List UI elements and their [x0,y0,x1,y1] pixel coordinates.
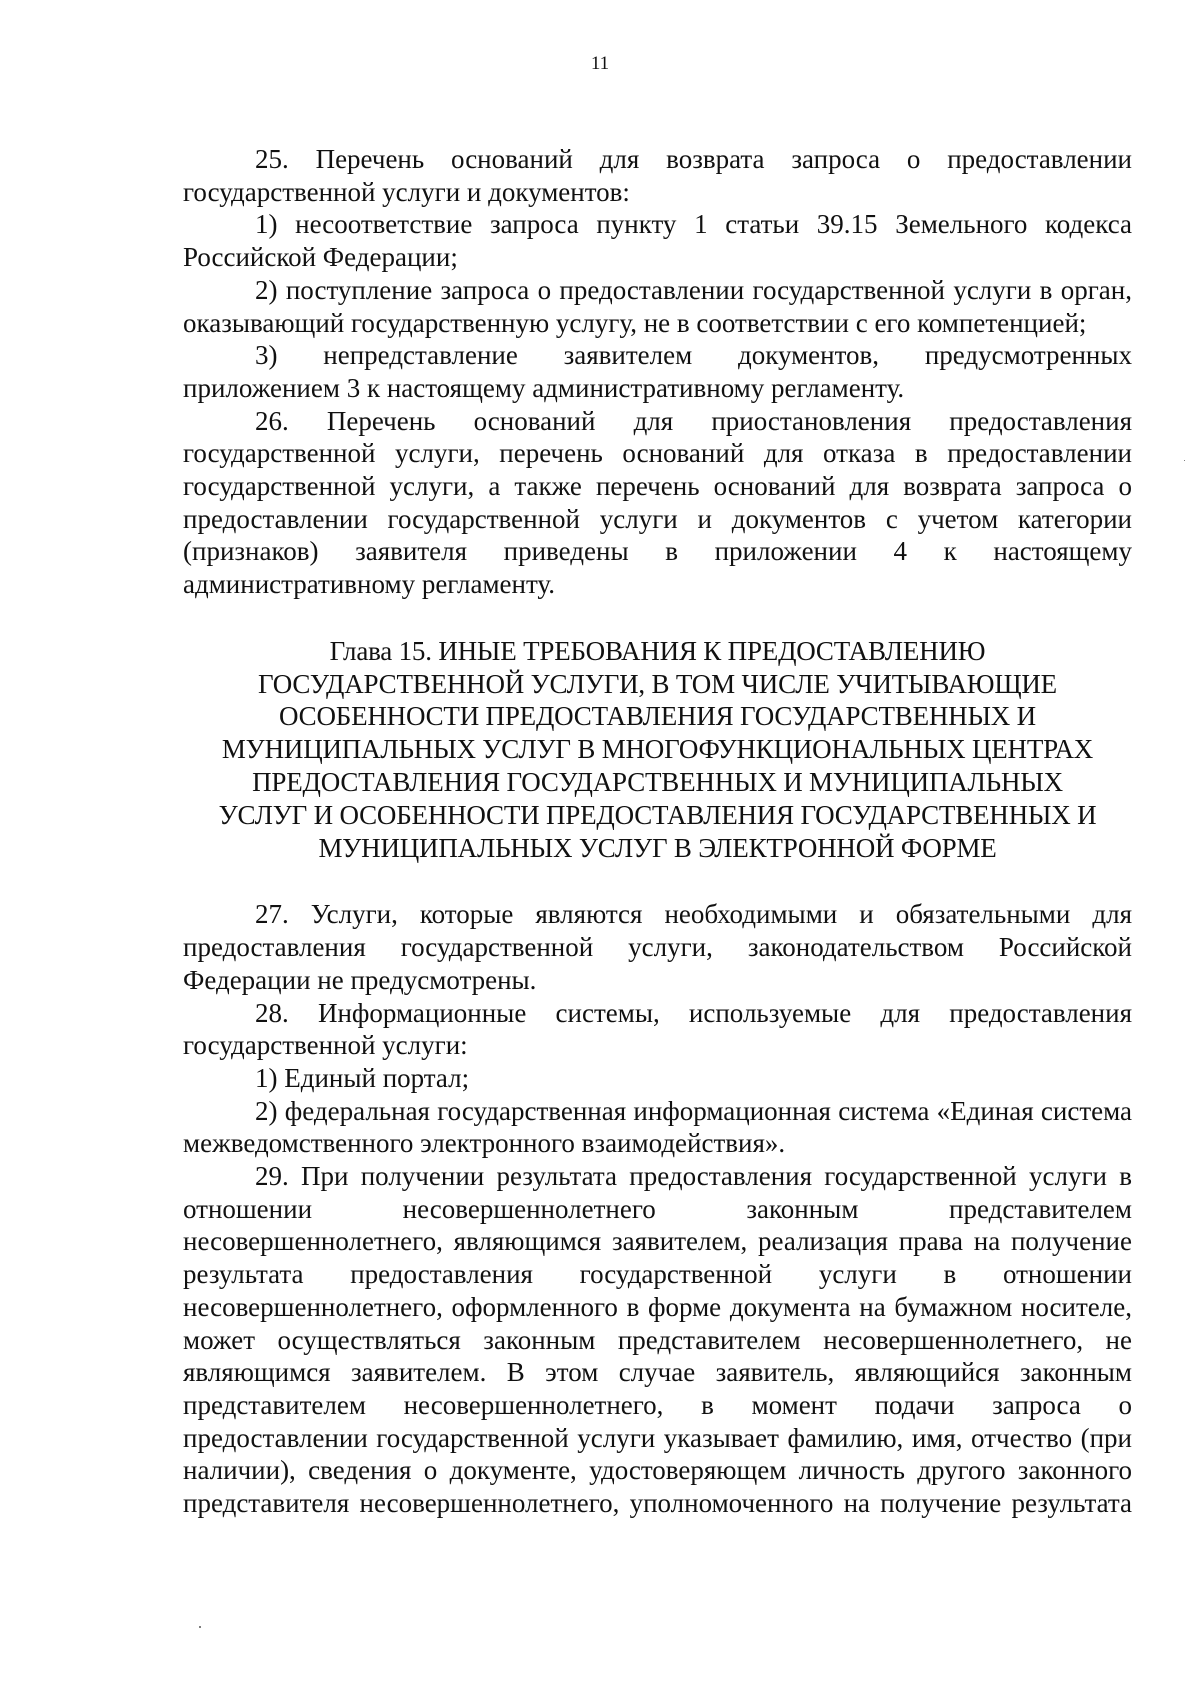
scan-speck [1184,460,1185,461]
paragraph-28: 28. Информационные системы, используемые для предоставления государственной услуги: [183,997,1132,1061]
document-body [183,143,1132,1520]
paragraph-25: 25. Перечень оснований для возврата запроса о предоставлении государственной услуги и документов: [183,144,1132,207]
paragraph-26: 26. Перечень оснований для приостановления предоставления государственной услуги, перечень оснований для отказа в предоставлении государственной услуги, а также перечень оснований для возврата запроса о предоставлении государственной услуги и документов с учетом категории (признаков) заявителя приведены в приложении 4 к настоящему административному регламенту. [183,405,1132,600]
paragraph-27: 27. Услуги, которые являются необходимыми и обязательными для предоставления государственной услуги, законодательством Российской Федерации не предусмотрены. [183,899,1132,995]
paragraph-28-item-2: 2) федеральная государственная информационная система «Единая система межведомственного электронного взаимодействия». [183,1095,1132,1159]
chapter-heading-line: ГОСУДАРСТВЕННОЙ УСЛУГИ, В ТОМ ЧИСЛЕ УЧИТЫВАЮЩИЕ [258,668,1057,699]
scan-speck [199,1626,201,1628]
chapter-heading-line: МУНИЦИПАЛЬНЫХ УСЛУГ В ЭЛЕКТРОННОЙ ФОРМЕ [318,832,997,863]
chapter-15-heading [183,635,1132,865]
chapter-heading-line: Глава 15. ИНЫЕ ТРЕБОВАНИЯ К ПРЕДОСТАВЛЕНИЮ [329,635,986,666]
paragraph-29: 29. При получении результата предоставления государственной услуги в отношении несовершеннолетнего законным представителем несовершеннолетнего, являющимся заявителем, реализация права на получение результата предоставления государственной услуги в отношении несовершеннолетнего, оформленного в форме документа на бумажном носителе, может осуществляться законным представителем несовершеннолетнего, не являющимся заявителем. В этом случае заявитель, являющийся законным представителем несовершеннолетнего, в момент подачи запроса о предоставлении государственной услуги указывает фамилию, имя, отчество (при наличии), сведения о документе, удостоверяющем личность другого законного представителя несовершеннолетнего, уполномоченного на получение результата [183,1161,1132,1519]
page-number: 11 [590,53,610,74]
paragraph-25-item-1: 1) несоответствие запроса пункту 1 статьи 39.15 Земельного кодекса Российской Федерации; [183,209,1132,273]
chapter-heading-line: МУНИЦИПАЛЬНЫХ УСЛУГ В МНОГОФУНКЦИОНАЛЬНЫХ ЦЕНТРАХ [221,734,1094,765]
chapter-heading-line: ПРЕДОСТАВЛЕНИЯ ГОСУДАРСТВЕННЫХ И МУНИЦИПАЛЬНЫХ [252,767,1063,798]
chapter-heading-line: ОСОБЕННОСТИ ПРЕДОСТАВЛЕНИЯ ГОСУДАРСТВЕННЫХ И [279,701,1036,732]
paragraph-25-item-3: 3) непредставление заявителем документов, предусмотренных приложением 3 к настоящему административному регламенту. [183,340,1132,403]
paragraph-25-item-2: 2) поступление запроса о предоставлении государственной услуги в орган, оказывающий государственную услугу, не в соответствии с его компетенцией; [183,274,1132,338]
chapter-heading-line: УСЛУГ И ОСОБЕННОСТИ ПРЕДОСТАВЛЕНИЯ ГОСУДАРСТВЕННЫХ И [218,799,1097,830]
paragraph-28-item-1: 1) Единый портал; [255,1062,470,1093]
